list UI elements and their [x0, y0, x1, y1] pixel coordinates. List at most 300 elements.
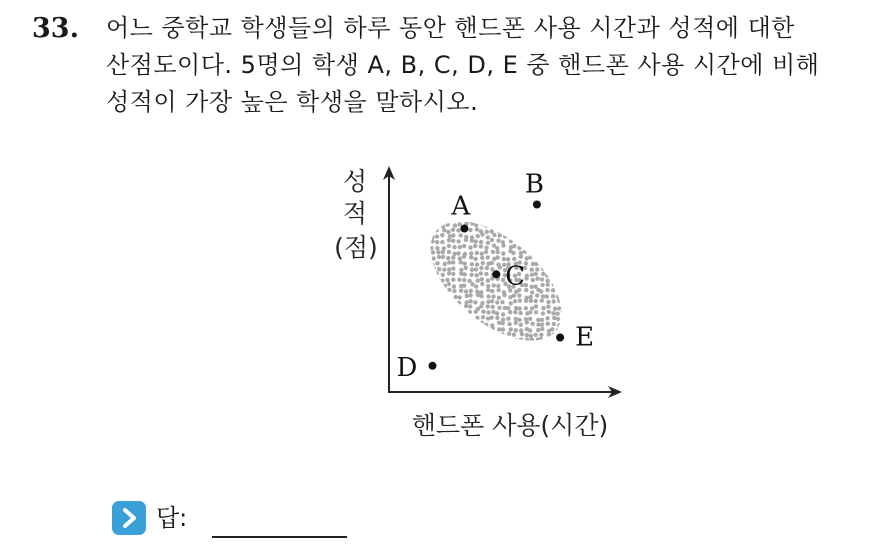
cloud-dot [432, 267, 436, 271]
cloud-dot [580, 221, 584, 225]
cloud-dot [573, 216, 577, 220]
point-label-b: B [524, 169, 545, 200]
cloud-dot [414, 234, 418, 238]
cloud-dot [419, 273, 423, 277]
cloud-dot [497, 296, 501, 300]
answer-label: 답: [156, 504, 188, 532]
cloud-dot [558, 239, 562, 243]
cloud-dot [458, 306, 462, 310]
cloud-dot [485, 266, 489, 270]
cloud-dot [525, 211, 529, 215]
cloud-dot [556, 328, 560, 332]
cloud-dot [474, 284, 478, 288]
cloud-dot [419, 222, 423, 226]
cloud-dot [569, 321, 573, 325]
cloud-dot [490, 267, 494, 271]
cloud-dot [441, 212, 445, 216]
cloud-dot [457, 278, 461, 282]
cloud-dot [562, 217, 566, 221]
cloud-dot [465, 329, 469, 333]
cloud-dot [552, 235, 556, 239]
cloud-dot [563, 234, 567, 238]
cloud-dot [540, 277, 544, 281]
cloud-dot [475, 227, 479, 231]
cloud-dot [469, 255, 473, 259]
cloud-dot [486, 333, 490, 337]
cloud-dot [441, 288, 445, 292]
cloud-dot [463, 332, 467, 336]
cloud-dot [447, 282, 451, 286]
cloud-dot [434, 228, 438, 232]
cloud-dot [414, 261, 418, 265]
cloud-dot [451, 239, 455, 243]
cloud-dot [552, 322, 556, 326]
cloud-dot [572, 315, 576, 319]
cloud-dot [530, 285, 534, 289]
cloud-dot [419, 245, 423, 249]
cloud-dot [442, 228, 446, 232]
cloud-dot [469, 273, 473, 277]
cloud-dot [468, 344, 472, 348]
cloud-dot [468, 299, 472, 303]
cloud-dot [502, 293, 506, 297]
cloud-dot [545, 340, 549, 344]
cloud-dot [480, 256, 484, 260]
cloud-dot [435, 246, 439, 250]
cloud-dot [546, 279, 550, 283]
cloud-dot [496, 239, 500, 243]
cloud-dot [539, 239, 543, 243]
cloud-dot [574, 267, 578, 271]
cloud-dot [574, 213, 578, 217]
cloud-dot [513, 310, 517, 314]
cloud-dot [463, 262, 467, 266]
cloud-dot [552, 299, 556, 303]
cloud-dot [573, 256, 577, 260]
cloud-dot [457, 345, 461, 349]
cloud-dot [578, 262, 582, 266]
cloud-dot [469, 289, 473, 293]
cloud-dot [430, 228, 434, 232]
cloud-dot [492, 233, 496, 237]
cloud-dot [545, 216, 549, 220]
cloud-dot [436, 315, 440, 319]
cloud-dot [458, 245, 462, 249]
cloud-dot [496, 250, 500, 254]
cloud-dot [547, 250, 551, 254]
cloud-dot [512, 223, 516, 227]
cloud-dot [541, 272, 545, 276]
cloud-dot [474, 239, 478, 243]
cloud-dot [474, 310, 478, 314]
cloud-dot [573, 277, 577, 281]
cloud-dot [414, 294, 418, 298]
cloud-dot [574, 300, 578, 304]
cloud-dot [501, 312, 505, 316]
cloud-dot [518, 224, 522, 228]
cloud-dot [564, 305, 568, 309]
cloud-dot [525, 244, 529, 248]
cloud-dot [529, 299, 533, 303]
cloud-dot [435, 240, 439, 244]
cloud-dot [546, 239, 550, 243]
cloud-dot [413, 329, 417, 333]
cloud-dot [419, 251, 423, 255]
cloud-dot [501, 218, 505, 222]
cloud-dot [413, 334, 417, 338]
chevron-right-icon [112, 501, 146, 535]
cloud-dot [486, 300, 490, 304]
cloud-dot [458, 256, 462, 260]
question-line: 산점도이다. 5명의 학생 A, B, C, D, E 중 핸드폰 사용 시간에 비해 [106, 51, 820, 79]
cloud-dot [440, 321, 444, 325]
cloud-dot [541, 211, 545, 215]
cloud-dot [459, 268, 463, 272]
cloud-dot [491, 212, 495, 216]
cloud-dot [564, 227, 568, 231]
cloud-dot [558, 344, 562, 348]
cloud-dot [551, 332, 555, 336]
cloud-dot [556, 245, 560, 249]
cloud-dot [550, 223, 554, 227]
cloud-dot [431, 343, 435, 347]
cloud-dot [420, 293, 424, 297]
cloud-dot [530, 322, 534, 326]
cloud-dot [440, 278, 444, 282]
cloud-dot [464, 304, 468, 308]
cloud-dot [531, 278, 535, 282]
cloud-dot [480, 216, 484, 220]
cloud-dot [430, 293, 434, 297]
cloud-dot [569, 234, 573, 238]
cloud-dot [551, 266, 555, 270]
cloud-dot [453, 310, 457, 314]
cloud-dot [514, 233, 518, 237]
cloud-dot [496, 288, 500, 292]
cloud-dot [508, 310, 512, 314]
cloud-dot [495, 224, 499, 228]
cloud-dot [414, 310, 418, 314]
cloud-dot [443, 262, 447, 266]
cloud-dot [462, 254, 466, 258]
cloud-dot [448, 323, 452, 327]
cloud-dot [424, 277, 428, 281]
cloud-dot [518, 227, 522, 231]
cloud-dot [425, 299, 429, 303]
cloud-dot [484, 323, 488, 327]
cloud-dot [540, 283, 544, 287]
cloud-dot [451, 260, 455, 264]
cloud-dot [431, 279, 435, 283]
cloud-dot [518, 217, 522, 221]
cloud-dot [441, 255, 445, 259]
cloud-dot [479, 240, 483, 244]
cloud-dot [556, 317, 560, 321]
cloud-dot [545, 316, 549, 320]
cloud-dot [480, 232, 484, 236]
cloud-dot [498, 265, 502, 269]
cloud-dot [506, 317, 510, 321]
cloud-dot [480, 328, 484, 332]
cloud-dot [436, 300, 440, 304]
cloud-dot [578, 228, 582, 232]
cloud-dot [562, 256, 566, 260]
cloud-dot [572, 234, 576, 238]
cloud-dot [557, 249, 561, 253]
cloud-dot [486, 278, 490, 282]
cloud-dot [473, 300, 477, 304]
cloud-dot [534, 262, 538, 266]
scatter-plot [320, 160, 650, 450]
cloud-dot [579, 250, 583, 254]
cloud-dot [442, 246, 446, 250]
cloud-dot [580, 211, 584, 215]
cloud-dot [481, 261, 485, 265]
cloud-dot [468, 304, 472, 308]
cloud-dot [464, 338, 468, 342]
cloud-dot [486, 310, 490, 314]
cloud-dot [491, 326, 495, 330]
cloud-dot [435, 295, 439, 299]
cloud-dot [414, 305, 418, 309]
cloud-dot [451, 233, 455, 237]
cloud-dot [424, 338, 428, 342]
cloud-dot [578, 315, 582, 319]
cloud-dot [534, 310, 538, 314]
cloud-dot [536, 245, 540, 249]
cloud-dot [545, 266, 549, 270]
cloud-dot [528, 250, 532, 254]
cloud-dot [551, 311, 555, 315]
cloud-dot [480, 321, 484, 325]
cloud-dot [519, 323, 523, 327]
cloud-dot [557, 235, 561, 239]
cloud-dot [568, 223, 572, 227]
cloud-dot [468, 316, 472, 320]
cloud-dot [425, 304, 429, 308]
cloud-dot [462, 244, 466, 248]
cloud-dot [435, 271, 439, 275]
cloud-dot [413, 217, 417, 221]
cloud-dot [451, 272, 455, 276]
cloud-dot [569, 293, 573, 297]
cloud-dot [426, 333, 430, 337]
cloud-dot [528, 295, 532, 299]
cloud-dot [578, 305, 582, 309]
cloud-dot [539, 227, 543, 231]
cloud-dot [530, 290, 534, 294]
cloud-dot [509, 217, 513, 221]
cloud-dot [535, 293, 539, 297]
cloud-dot [463, 272, 467, 276]
cloud-dot [424, 293, 428, 297]
cloud-dot [491, 334, 495, 338]
cloud-dot [580, 295, 584, 299]
cloud-dot [424, 272, 428, 276]
cloud-dot [436, 277, 440, 281]
cloud-dot [579, 235, 583, 239]
cloud-dot [501, 327, 505, 331]
cloud-dot [429, 327, 433, 331]
cloud-dot [517, 246, 521, 250]
cloud-dot [545, 294, 549, 298]
cloud-dot [451, 327, 455, 331]
question-line: 어느 중학교 학생들의 하루 동안 핸드폰 사용 시간과 성적에 대한 [106, 14, 795, 42]
cloud-dot [425, 323, 429, 327]
cloud-dot [566, 305, 570, 309]
cloud-dot [556, 213, 560, 217]
cloud-dot [528, 328, 532, 332]
cloud-dot [479, 337, 483, 341]
cloud-dot [507, 229, 511, 233]
cloud-dot [492, 283, 496, 287]
cloud-dot [495, 311, 499, 315]
cloud-dot [524, 224, 528, 228]
cloud-dot [475, 332, 479, 336]
cloud-dot [415, 274, 419, 278]
cloud-dot [502, 337, 506, 341]
cloud-dot [501, 243, 505, 247]
cloud-dot [486, 294, 490, 298]
cloud-dot [512, 294, 516, 298]
cloud-dot [546, 283, 550, 287]
cloud-dot [447, 250, 451, 254]
cloud-dot [464, 323, 468, 327]
cloud-dot [435, 338, 439, 342]
cloud-dot [497, 306, 501, 310]
cloud-dot [568, 229, 572, 233]
cloud-dot [424, 213, 428, 217]
cloud-dot [495, 255, 499, 259]
cloud-dot [451, 278, 455, 282]
cloud-dot [426, 288, 430, 292]
y-axis-label-line: 적 [342, 199, 368, 228]
cloud-dot [424, 249, 428, 253]
cloud-dot [553, 307, 557, 311]
cloud-dot [541, 267, 545, 271]
cloud-dot [440, 300, 444, 304]
cloud-dot [457, 311, 461, 315]
cloud-dot [420, 327, 424, 331]
cloud-dot [535, 228, 539, 232]
cloud-dot [568, 261, 572, 265]
cloud-dot [479, 244, 483, 248]
cloud-dot [423, 317, 427, 321]
cloud-dot [573, 289, 577, 293]
cloud-dot [431, 337, 435, 341]
cloud-dot [420, 234, 424, 238]
cloud-dot [551, 288, 555, 292]
cloud-dot [459, 233, 463, 237]
cloud-dot [534, 217, 538, 221]
cloud-dot [568, 327, 572, 331]
cloud-dot [495, 316, 499, 320]
cloud-dot [413, 301, 417, 305]
cloud-dot [558, 227, 562, 231]
cloud-dot [448, 318, 452, 322]
point-b [533, 201, 541, 209]
cloud-dot [420, 312, 424, 316]
cloud-dot [457, 301, 461, 305]
cloud-dot [447, 300, 451, 304]
cloud-dot [424, 243, 428, 247]
cloud-dot [509, 327, 513, 331]
cloud-dot [572, 239, 576, 243]
cloud-dot [574, 305, 578, 309]
cloud-dot [458, 338, 462, 342]
cloud-dot [546, 322, 550, 326]
cloud-dot [501, 321, 505, 325]
cloud-dot [496, 337, 500, 341]
cloud-dot [436, 332, 440, 336]
cloud-dot [420, 266, 424, 270]
cloud-dot [528, 218, 532, 222]
answer-blank[interactable] [212, 536, 347, 538]
cloud-dot [431, 305, 435, 309]
cloud-dot [425, 229, 429, 233]
cloud-dot [561, 290, 565, 294]
answer-area [112, 500, 187, 536]
cloud-dot [445, 332, 449, 336]
cloud-dot [569, 312, 573, 316]
cloud-dot [430, 334, 434, 338]
cloud-dot [519, 255, 523, 259]
cloud-dot [491, 250, 495, 254]
cloud-dot [479, 266, 483, 270]
cloud-dot [431, 290, 435, 294]
cloud-dot [452, 245, 456, 249]
cloud-dot [414, 212, 418, 216]
cloud-dot [437, 304, 441, 308]
cloud-dot [419, 299, 423, 303]
cloud-dot [464, 266, 468, 270]
cloud-dot [486, 288, 490, 292]
cloud-dot [562, 261, 566, 265]
cloud-dot [486, 218, 490, 222]
cloud-dot [547, 228, 551, 232]
cloud-dot [563, 250, 567, 254]
cloud-dot [556, 312, 560, 316]
cloud-dot [562, 244, 566, 248]
cloud-dot [452, 252, 456, 256]
cloud-dot [473, 326, 477, 330]
cloud-dot [578, 240, 582, 244]
cloud-dot [496, 284, 500, 288]
cloud-dot [512, 217, 516, 221]
cloud-dot [462, 278, 466, 282]
cloud-dot [567, 240, 571, 244]
cloud-dot [541, 311, 545, 315]
cloud-dot [452, 323, 456, 327]
cloud-dot [435, 216, 439, 220]
cloud-dot [530, 268, 534, 272]
cloud-dot [542, 218, 546, 222]
cloud-dot [530, 232, 534, 236]
cloud-dot [518, 238, 522, 242]
cloud-dot [481, 222, 485, 226]
cloud-dot [552, 255, 556, 259]
cloud-dot [550, 327, 554, 331]
cloud-dot [430, 235, 434, 239]
cloud-dot [485, 230, 489, 234]
cloud-dot [556, 279, 560, 283]
cloud-dot [545, 255, 549, 259]
cloud-dot [557, 255, 561, 259]
cloud-dot [441, 224, 445, 228]
cloud-dot [451, 345, 455, 349]
cloud-dot [418, 334, 422, 338]
y-axis-label-line: 성 [342, 167, 368, 196]
